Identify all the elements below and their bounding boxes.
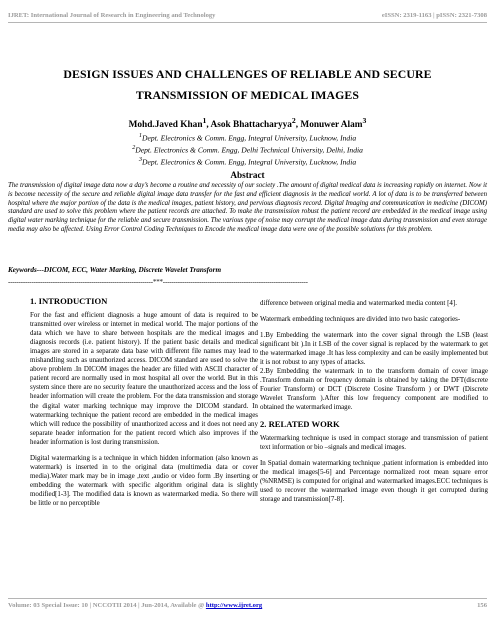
author-name: Asok Bhattacharyya [210,120,292,131]
paper-title [20,64,475,106]
keywords-label: Keywords [8,266,37,274]
keywords-list: ---DICOM, ECC, Water Marking, Discrete Wavelet Transform [36,266,222,274]
affiliation-text: Dept. Electronics & Comm. Engg, Integral University, Lucknow, India [142,157,357,167]
abstract-heading: Abstract [230,170,265,180]
section-heading-related-work: 2. RELATED WORK [260,418,340,429]
affiliation-sup: 3 [138,156,143,164]
affiliation-line [20,131,475,143]
title-line-2: TRANSMISSION OF MEDICAL IMAGES [135,88,360,102]
paragraph: difference between original media and watermarked media content [4]. [260,299,457,307]
author-sup: 1 [202,116,207,125]
affiliation-sup: 1 [138,132,143,139]
author-list: Mohd.Javed Khan$^1$, Asok Bhattacharyya$^2$, Monuwer Alam$^3$ [128,116,367,131]
affiliation-sup: 2 [132,144,136,152]
issn-info: eISSN: 2319-1163 | pISSN: 2321-7308 [381,12,487,19]
affiliations [20,131,475,167]
right-column [260,299,488,511]
paragraph: Watermarking technique is used in compact storage and transmission of patient text information or bio –signals and medical images. [260,433,488,451]
abstract-body: The transmission of digital image data now a day’s become a routine and necessity of our society .The amount of digital medical data is increasing rapidly on internet. Now it is become necessity of the secure and reliable digital image data transfer for the fast and efficient diagnosis in the medical world. A lot of data is to be transferred between hospital where the major portion of the data is the medical images, patient history, and pervious diagnosis record. Digital Imaging and communication in medicine (DICOM) standard are used to solve this problem where the patient records are attached. To make the transmission robust the patient record are embedded in the medical image using digital water marking technique for the reliable and secure transmission. The various type of noise may corrupt the medical image data during transmission and even storage media may also be affected. Using Error Control Coding Techniques to Encode the medical image data were one of the possible solutions for this problem. [8,182,487,233]
affiliation-text: Dept. Electronics & Comm. Engg, Integral University, Lucknow, India [142,133,357,143]
paragraph: In Spatial domain watermarking technique ,patient information is embedded into the medical images[5-6] and Percentage normalized root mean square error (%NRMSE) is computed for original and watermarked images.ECC techniques is used to recover the watermarked image even though it get corrupted during storage and transmission[7-8]. [260,458,488,503]
running-header [8,12,487,23]
title-line-1: DESIGN ISSUES AND CHALLENGES OF RELIABLE AND SECURE [63,67,432,81]
section-heading-introduction: 1. INTRODUCTION [30,296,108,306]
author-name: Mohd.Javed Khan [128,120,203,131]
affiliation-text: Dept. Electronics & Comm. Engg, Delhi Technical University, Delhi, India [135,145,363,155]
author-sup: 3 [362,116,367,125]
paragraph: Watermark embedding techniques are divided into two basic categories- [260,315,461,324]
affiliation-line [20,143,475,155]
journal-url-link[interactable]: http://www.ijret.org [205,602,263,609]
keywords-line [8,266,487,274]
author-sup: 2 [291,116,296,125]
page-number: 156 [477,602,487,609]
affiliation-line [20,155,475,167]
footer-volume-text: Volume: 03 Special Issue: 10 | NCCOTII 2014 | Jun-2014, Available @ [8,602,206,609]
footer-volume [8,602,262,609]
running-footer [8,598,487,609]
paragraph: 2.By Embedding the watermark in to the transform domain of cover image .Transform domain or frequency domain is obtained by taking the DFT(discrete Fourier Transform) or DCT (Discrete Cosine Transform ) or DWT (Discrete Wavelet Transform ).After this low frequency component are modified to obtained the watermarked image. [260,367,488,412]
section-divider: --------------------------------------------------------------------***-------------------------------------------------------------------- [8,278,308,286]
author-name: Monuwer Alam [300,120,363,131]
paragraph: Digital watermarking is a technique in which hidden information (also known as watermark) is inserted in to the original data (multimedia data or cover media).Water mark may be in image ,text ,audio or video form .By inserting or embedding the watermark with specific algorithm original data is slightly modified[1-3]. The modified data is known as watermarked media. So there will be little or no perceptible [30,453,258,507]
journal-name: IJRET: International Journal of Research in Engineering and Technology [8,12,216,19]
paragraph: For the fast and efficient diagnosis a huge amount of data is required to be transmitted over wireless or internet in medical world. The major portions of the data which we have to share between hospitals are the medical images and diagnosis records (i.e. patient history). If the patient basic details and medical images are stored in a separate data base with different file names may lead to mishandling such as unauthorized access. DICOM standard are used to solve the above problem .In DICOM images the header are filled with ASCII character of patient record are normally used in most hospital all over the world. But in this system since there are no security feature the unauthorized access and the loss of header information will create the problem. For the data transmission and storage the digital water marking technique may improve the DICOM standard. In watermarking technique the patient record are embedded in the medical images which will reduce the possibility of unauthorized access and it does not need any separate header information for the patient record which also improves if the header information is lost during transmission. [30,311,258,446]
paragraph: 1.By Embedding the watermark into the cover signal through the LSB (least significant bit ).In it LSB of the cover signal is replaced by the watermark to get the watermarked image .It has less complexity and can be easily implemented but it is not robust to any types of attacks. [260,331,488,367]
left-column [30,294,258,515]
